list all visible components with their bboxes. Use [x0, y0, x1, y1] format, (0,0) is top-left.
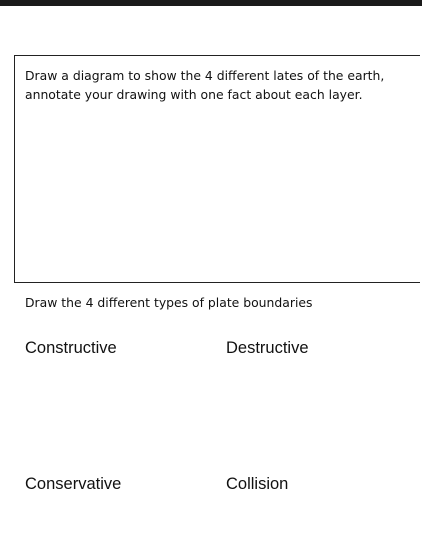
conservative-label: Conservative: [25, 475, 122, 493]
plate-boundaries-heading: Draw the 4 different types of plate boundaries: [25, 295, 313, 310]
instruction-line-2: annotate your drawing with one fact about each layer.: [25, 87, 363, 102]
top-border-strip: [0, 0, 422, 6]
destructive-label: Destructive: [226, 339, 309, 357]
diagram-drawing-box: [14, 55, 420, 283]
diagram-instruction: [25, 66, 405, 104]
collision-label: Collision: [226, 475, 289, 493]
constructive-label: Constructive: [25, 339, 117, 357]
instruction-line-1: Draw a diagram to show the 4 different lates of the earth,: [25, 68, 385, 83]
